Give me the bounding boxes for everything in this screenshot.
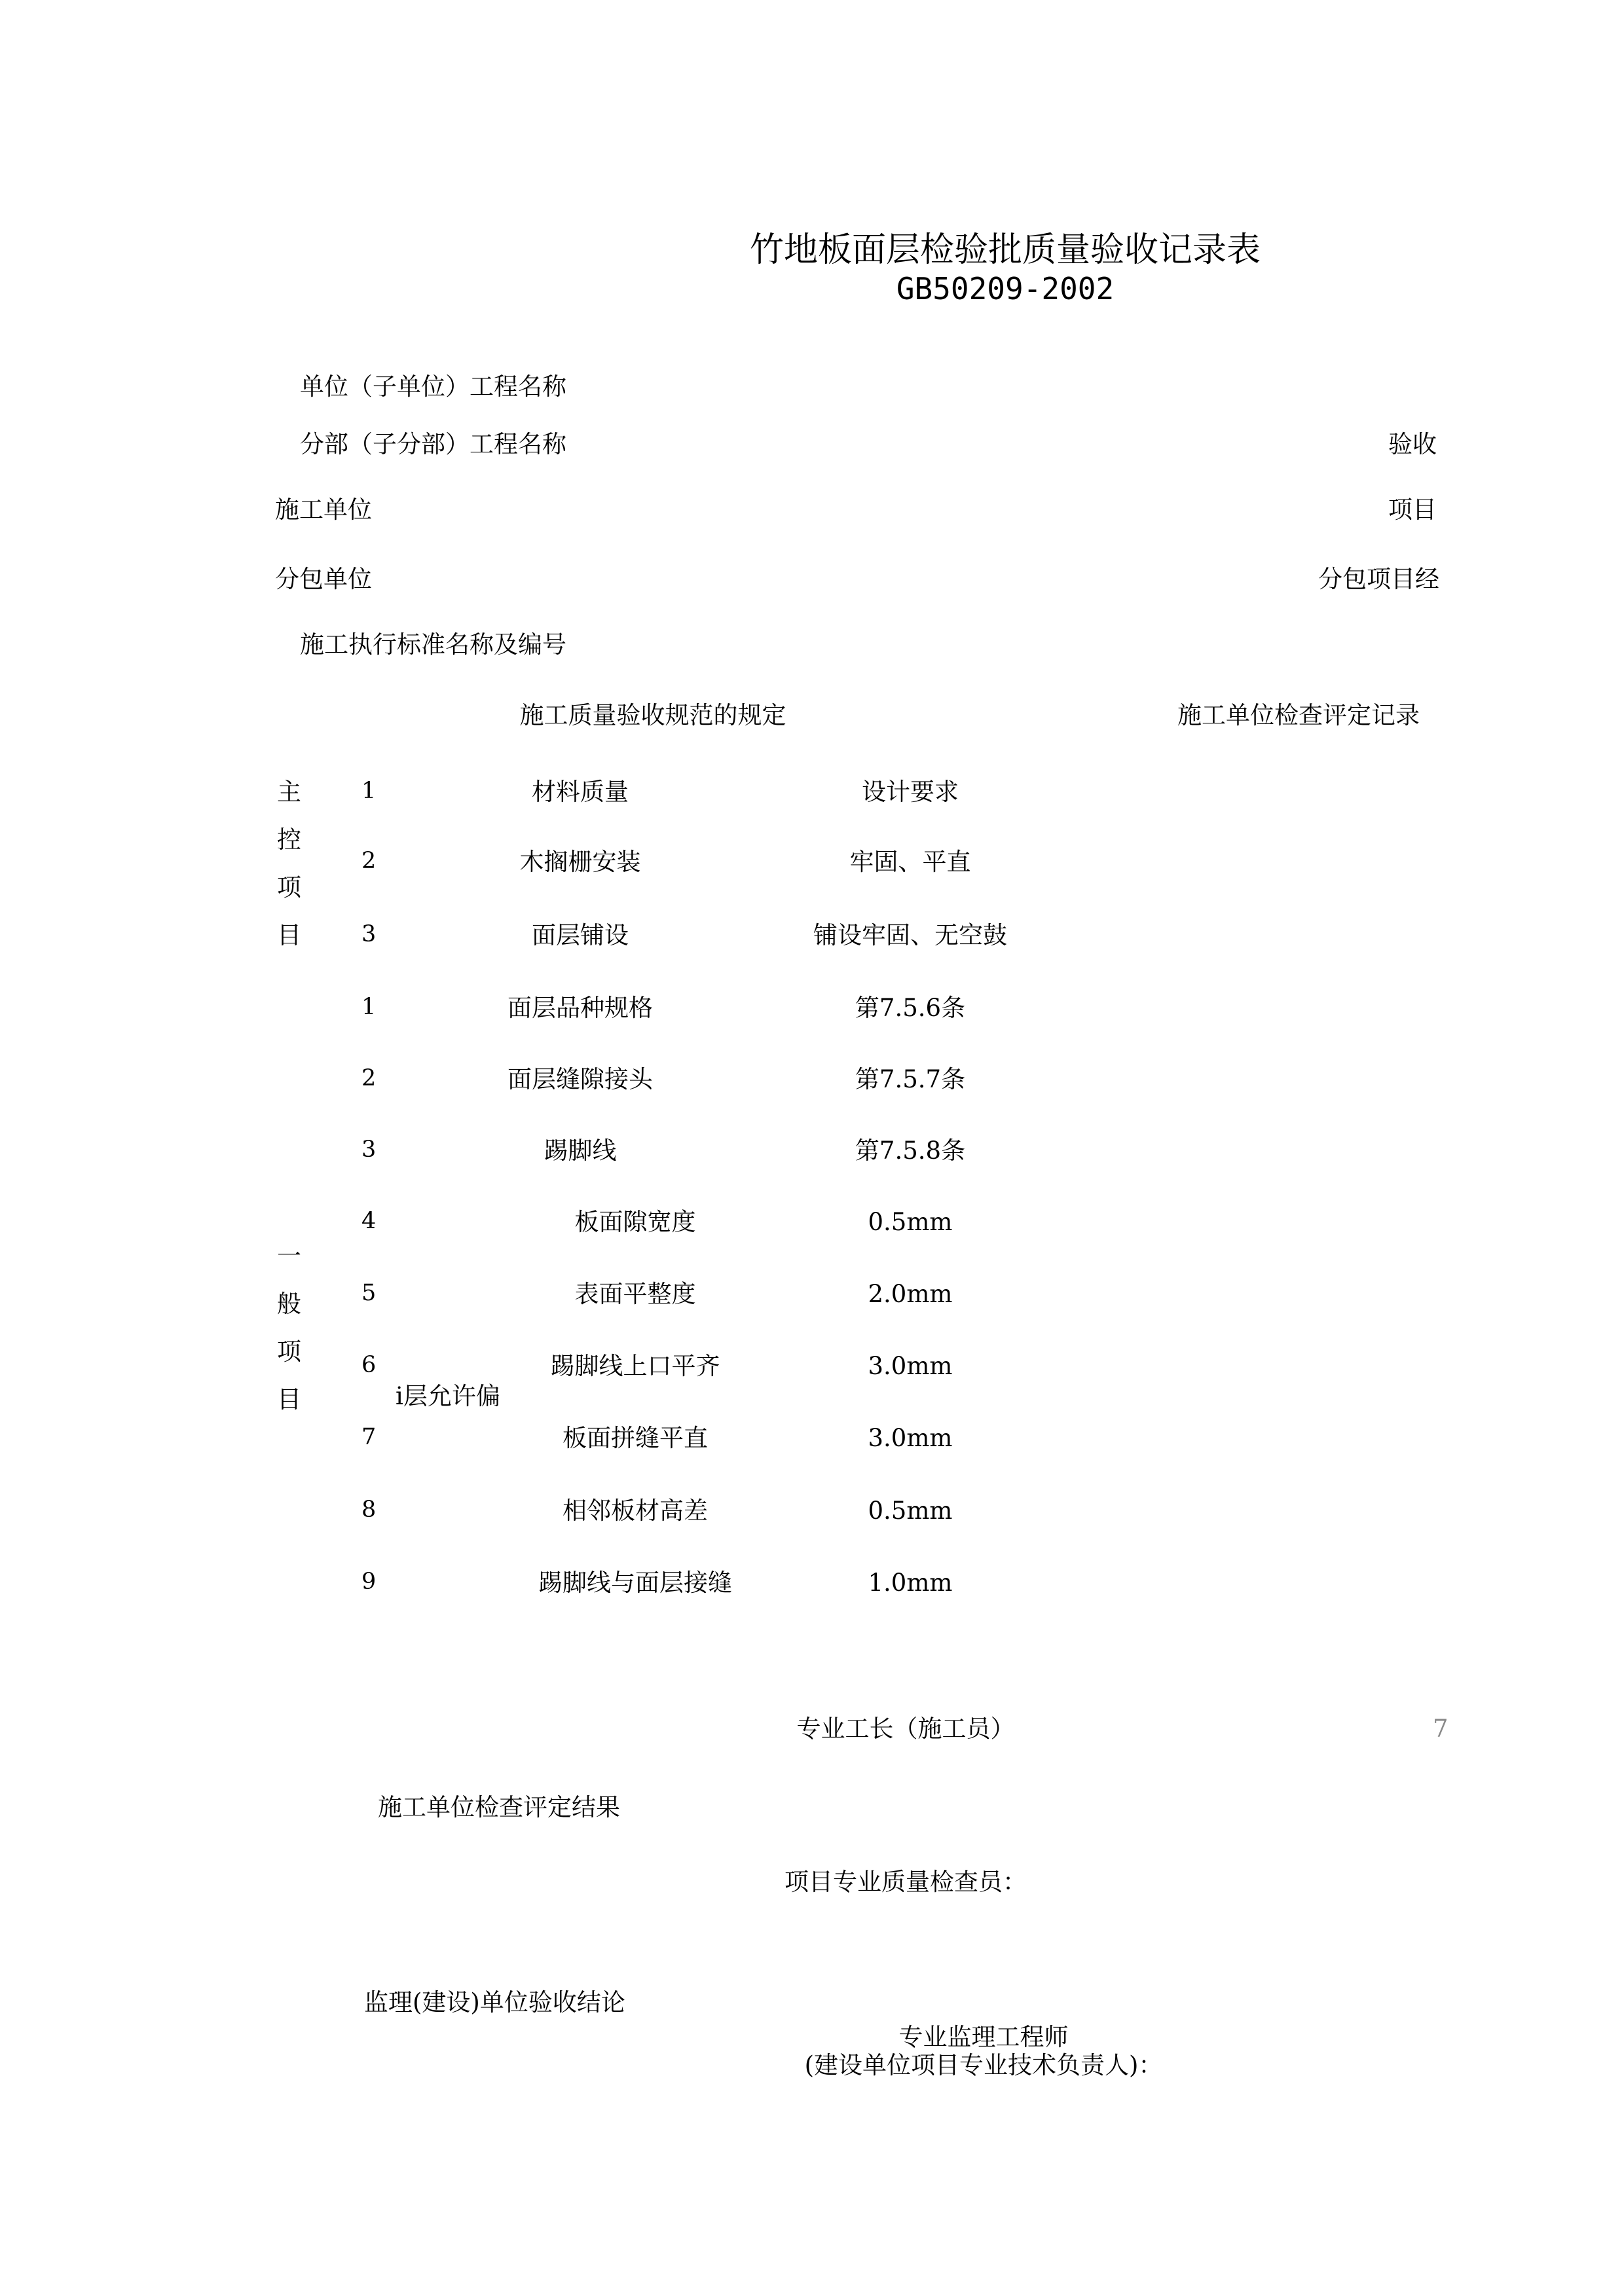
row-number: 2: [361, 848, 377, 874]
row-requirement: 铺设牢固、无空鼓: [813, 921, 1007, 949]
row-requirement: 第7.5.7条: [855, 1065, 966, 1093]
row-item: 面层铺设: [532, 921, 629, 949]
record-column-header: 施工单位检查评定记录: [1177, 701, 1420, 729]
row-number: 7: [361, 1424, 377, 1450]
construction-unit-label: 施工单位: [275, 496, 372, 524]
row-item: 踢脚线: [544, 1137, 617, 1165]
deviation-label: i层允许偏: [396, 1382, 500, 1410]
row-item: 表面平整度: [574, 1280, 696, 1308]
row-requirement: 设计要求: [862, 778, 959, 806]
engineer-label: 专业监理工程师: [898, 2023, 1069, 2051]
row-number: 6: [361, 1352, 377, 1378]
row-number: 2: [361, 1065, 377, 1091]
page-title: 竹地板面层检验批质量验收记录表: [749, 230, 1261, 270]
spec-column-header: 施工质量验收规范的规定: [519, 701, 786, 729]
project-label: 项目: [1388, 496, 1437, 524]
general-label-char: 项: [277, 1338, 301, 1366]
row-requirement: 0.5mm: [868, 1497, 953, 1525]
row-item: 板面拼缝平直: [563, 1424, 708, 1452]
row-number: 9: [361, 1569, 377, 1595]
row-requirement: 3.0mm: [868, 1424, 953, 1452]
check-result-label: 施工单位检查评定结果: [378, 1793, 620, 1821]
general-label-char: 一: [277, 1242, 301, 1270]
row-item: 踢脚线与面层接缝: [538, 1569, 732, 1597]
row-item: 面层品种规格: [507, 994, 653, 1022]
row-item: 木搁栅安装: [519, 848, 641, 876]
row-number: 1: [361, 994, 377, 1020]
sub-project-label: 分部（子分部）工程名称: [300, 430, 566, 458]
main-control-label-char: 目: [277, 921, 301, 949]
edge-mark: 7: [1433, 1715, 1449, 1743]
unit-project-label: 单位（子单位）工程名称: [300, 373, 566, 401]
row-item: 板面隙宽度: [574, 1208, 696, 1236]
general-label-char: 目: [277, 1385, 301, 1413]
supervision-conclusion-label: 监理(建设)单位验收结论: [364, 1988, 625, 2016]
row-number: 3: [361, 1137, 377, 1163]
row-requirement: 第7.5.8条: [855, 1137, 966, 1165]
row-item: 面层缝隙接头: [507, 1065, 653, 1093]
subcontract-unit-label: 分包单位: [275, 565, 372, 593]
row-number: 3: [361, 921, 377, 947]
owner-representative-label: (建设单位项目专业技术负责人)：: [804, 2051, 1163, 2079]
row-requirement: 牢固、平直: [849, 848, 971, 876]
row-requirement: 1.0mm: [868, 1569, 953, 1597]
row-item: 踢脚线上口平齐: [550, 1352, 720, 1380]
inspector-label: 项目专业质量检查员：: [784, 1868, 1027, 1896]
row-item: 材料质量: [532, 778, 629, 806]
acceptance-label: 验收: [1388, 430, 1437, 458]
row-requirement: 0.5mm: [868, 1208, 953, 1236]
standard-label: 施工执行标准名称及编号: [300, 630, 566, 659]
row-requirement: 2.0mm: [868, 1280, 953, 1308]
main-control-label-char: 控: [277, 826, 301, 854]
subcontract-manager-label: 分包项目经: [1318, 565, 1439, 593]
row-number: 8: [361, 1497, 377, 1523]
row-number: 5: [361, 1280, 377, 1306]
general-label-char: 般: [277, 1290, 301, 1318]
main-control-label-char: 项: [277, 873, 301, 902]
main-control-label-char: 主: [277, 778, 301, 806]
foreman-label: 专业工长（施工员）: [796, 1715, 1015, 1743]
row-number: 1: [361, 778, 377, 804]
row-requirement: 3.0mm: [868, 1352, 953, 1380]
row-requirement: 第7.5.6条: [855, 994, 966, 1022]
row-item: 相邻板材高差: [563, 1497, 708, 1525]
row-number: 4: [361, 1208, 377, 1234]
standard-code: GB50209-2002: [896, 271, 1115, 306]
